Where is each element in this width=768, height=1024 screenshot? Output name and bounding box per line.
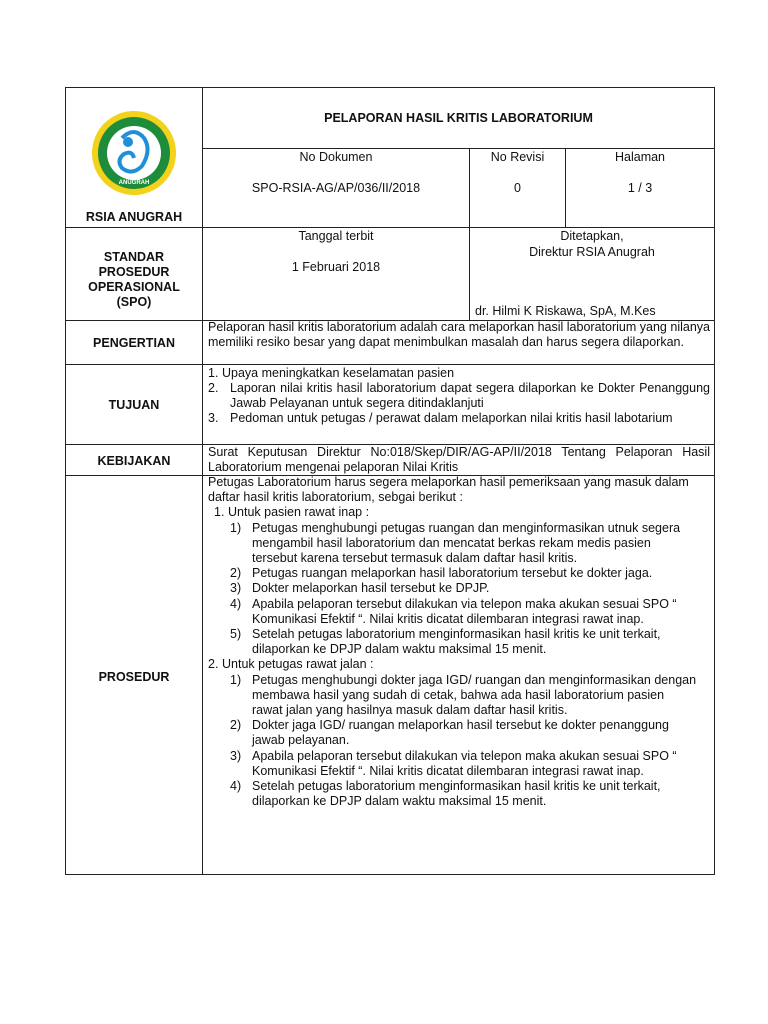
director-name: dr. Hilmi K Riskawa, SpA, M.Kes <box>475 304 656 318</box>
spo-label: STANDAR PROSEDUR OPERASIONAL (SPO) <box>88 250 180 309</box>
kebijakan-text: Surat Keputusan Direktur No:018/Skep/DIR/AG-AP/II/2018 Tentang Pelaporan Hasil Laboratorium mengenai pelaporan Nilai Kritis <box>208 445 710 474</box>
tujuan-list <box>208 366 710 426</box>
list-item: 5) Setelah petugas laboratorium menginformasikan hasil kritis ke unit terkait, dilaporkan ke DPJP dalam waktu maksimal 15 menit. <box>230 627 661 657</box>
logo-text: RSIA ANUGRAH <box>118 174 150 186</box>
prosedur-label: PROSEDUR <box>98 670 170 684</box>
list-item: 3) Apabila pelaporan tersebut dilakukan via telepon maka akukan sesuai SPO “ Komunikasi Efektif “. Nilai kritis dicatat dilembaran integrasi rawat inap. <box>230 748 677 778</box>
page-value: 1 / 3 <box>627 181 653 195</box>
list-item: 2) Petugas ruangan melaporkan hasil laboratorium tersebut ke dokter jaga. <box>230 566 653 581</box>
list-item: 4) Apabila pelaporan tersebut dilakukan via telepon maka akukan sesuai SPO “ Komunikasi Efektif “. Nilai kritis dicatat dilembaran integrasi rawat inap. <box>230 596 677 626</box>
list-item: 1. Upaya meningkatkan keselamatan pasien <box>208 366 455 380</box>
tujuan-label: TUJUAN <box>108 398 160 412</box>
list-item: 3) Dokter melaporkan hasil tersebut ke DPJP. <box>230 581 490 596</box>
kebijakan-label: KEBIJAKAN <box>97 454 171 468</box>
set-label: Ditetapkan, <box>560 229 624 243</box>
prosedur-intro: Petugas Laboratorium harus segera melaporkan hasil pemeriksaan yang masuk dalam daftar hasil kritis laboratorium, sebgai berikut : <box>208 475 689 505</box>
page-label: Halaman <box>614 150 666 164</box>
list-item: 2. Laporan nilai kritis hasil laboratorium dapat segera dilaporkan ke Dokter Penanggung Jawab Pelayanan untuk segera ditindaklanjuti <box>208 381 710 410</box>
pengertian-text: Pelaporan hasil kritis laboratorium adalah cara melaporkan hasil laboratorium yang nilanya memiliki resiko besar yang dapat menimbulkan masalah dan harus segera dilaporkan. <box>208 320 710 349</box>
list-item: 1) Petugas menghubungi dokter jaga IGD/ ruangan dan menginformasikan dengan membawa hasil yang sudah di cetak, bahwa ada hasil laboratorium pasien rawat jalan yang hasilnya masuk dalam daftar hasil kritis. <box>230 672 697 718</box>
issued-label: Tanggal terbit <box>298 229 374 243</box>
issued-date: 1 Februari 2018 <box>291 260 381 274</box>
director-title: Direktur RSIA Anugrah <box>529 245 655 259</box>
hospital-logo <box>82 108 186 198</box>
list-item: 1) Petugas menghubungi petugas ruangan dan menginformasikan utnuk segera mengambil hasil laboratorium dan mencatat berkas rekam medis pasien tersebut karena tersebut termasuk dalam daftar hasil kritis. <box>230 520 681 566</box>
pengertian-label: PENGERTIAN <box>93 336 175 350</box>
revision-value: 0 <box>514 181 521 195</box>
list-item: 4) Setelah petugas laboratorium menginformasikan hasil kritis ke unit terkait, dilaporkan ke DPJP dalam waktu maksimal 15 menit. <box>230 779 661 809</box>
hospital-name: RSIA ANUGRAH <box>85 210 183 224</box>
document-title: PELAPORAN HASIL KRITIS LABORATORIUM <box>324 111 593 125</box>
list-item: 2) Dokter jaga IGD/ ruangan melaporkan hasil tersebut ke dokter penanggung jawab pelayanan. <box>230 718 669 748</box>
prosedur-content <box>208 475 698 809</box>
doc-number-value: SPO-RSIA-AG/AP/036/II/2018 <box>251 181 421 195</box>
prosedur-section: 1. Untuk pasien rawat inap : <box>214 505 370 520</box>
doc-number-label: No Dokumen <box>299 150 373 164</box>
prosedur-section: 2. Untuk petugas rawat jalan : <box>208 657 374 672</box>
list-item: 3. Pedoman untuk petugas / perawat dalam melaporkan nilai kritis hasil labotarium <box>208 411 673 425</box>
spo-document-table <box>65 87 715 875</box>
revision-label: No Revisi <box>490 150 545 164</box>
